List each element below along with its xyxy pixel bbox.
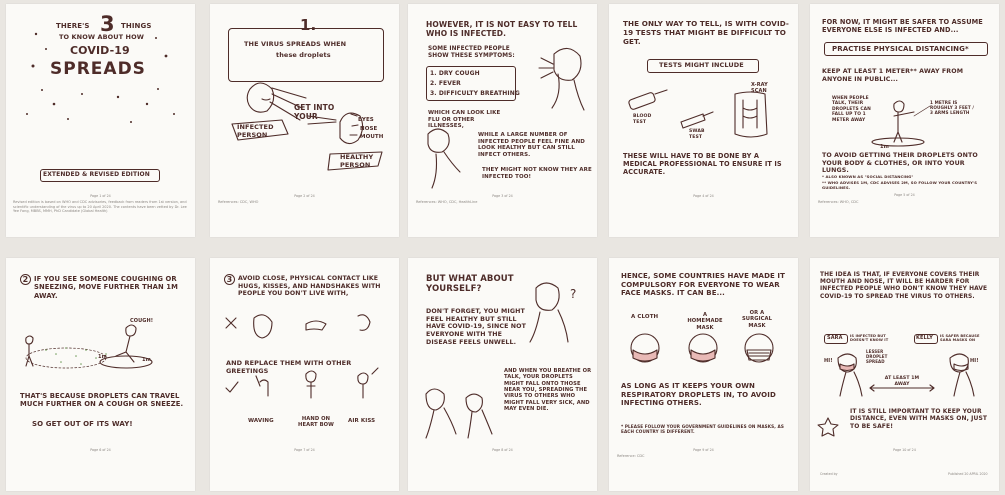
- text-line3: * PLEASE FOLLOW YOUR GOVERNMENT GUIDELINES ON MASKS, AS EACH COUNTRY IS DIFFERENT.: [621, 424, 784, 435]
- label-waving: WAVING: [248, 418, 274, 424]
- tests-box-label: TESTS MIGHT INCLUDE: [659, 61, 744, 69]
- hi-left: HI!: [824, 358, 833, 364]
- label-xray-scan: X-RAY SCAN: [751, 82, 768, 95]
- point-1: KEEP AT LEAST 1 METER** AWAY FROM ANYONE IN PUBLIC...: [822, 68, 964, 83]
- comic-page-9: [609, 258, 798, 491]
- distancing-box-label: PRACTISE PHYSICAL DISTANCING*: [832, 45, 969, 53]
- comic-page-6: [6, 258, 195, 491]
- label-hand-on-heart: HAND ON HEART BOW: [298, 416, 334, 429]
- symptom-2: 2. FEVER: [430, 80, 461, 87]
- label-air-kiss: AIR KISS: [348, 418, 376, 424]
- text-line2: AND REPLACE THEM WITH OTHER GREETINGS: [226, 359, 352, 375]
- label-infected-person: INFECTED PERSON: [237, 123, 274, 139]
- text-line3: SO GET OUT OF ITS WAY!: [32, 420, 133, 428]
- text-line1: IF YOU SEE SOMEONE COUGHING OR SNEEZING, MOVE FURTHER THAN 1M AWAY.: [34, 275, 178, 300]
- text-line1: FOR NOW, IT MIGHT BE SAFER TO ASSUME EVERYONE ELSE IS INFECTED AND...: [822, 18, 983, 35]
- text-line1: BUT WHAT ABOUT YOURSELF?: [426, 274, 514, 295]
- footnote: References: WHO, CDC: [818, 200, 859, 204]
- svg-text:?: ?: [570, 287, 577, 301]
- page-number: Page 4 of 24: [693, 194, 714, 198]
- credits-right: Published 20 APRIL 2020: [948, 472, 988, 476]
- label-nose: NOSE: [360, 126, 378, 132]
- label-1m: 1m: [880, 144, 889, 150]
- page-number: Page 8 of 24: [492, 448, 513, 452]
- distance-label: AT LEAST 1M AWAY: [884, 376, 920, 387]
- text-line2: SOME INFECTED PEOPLE SHOW THESE SYMPTOMS:: [428, 46, 515, 60]
- text-line2: THAT'S BECAUSE DROPLETS CAN TRAVEL MUCH FURTHER ON A COUGH OR SNEEZE.: [20, 392, 184, 409]
- text-line3: WHICH CAN LOOK LIKE FLU OR OTHER ILLNESSES,: [428, 110, 501, 130]
- text-line4: WHILE A LARGE NUMBER OF INFECTED PEOPLE FEEL FINE AND LOOK HEALTHY BUT CAN STILL INFECT OTHERS.: [478, 132, 585, 159]
- section-number: 1.: [300, 16, 317, 34]
- label-eyes: EYES: [358, 117, 374, 123]
- mask-label-cloth: A CLOTH: [631, 314, 659, 320]
- section-number: 2: [20, 274, 31, 285]
- masked-greeting-illustration: [810, 258, 999, 491]
- title-spreads: SPREADS: [50, 59, 146, 79]
- sara-name: SARA: [827, 335, 843, 341]
- page-number: Page 1 of 24: [90, 194, 111, 198]
- spread-line1: THE VIRUS SPREADS WHEN: [244, 40, 347, 48]
- text-line2: DON'T FORGET, YOU MIGHT FEEL HEALTHY BUT STILL HAVE COVID-19, SINCE NOT EVERYONE WITH THE DISEASE FEELS UNWELL.: [426, 308, 526, 346]
- mask-label-surgical: OR A SURGICAL MASK: [741, 310, 773, 329]
- note-left: WHEN PEOPLE TALK, THEIR DROPLETS CAN FALL UP TO 1 METER AWAY: [832, 96, 871, 123]
- text-line3: AND WHEN YOU BREATHE OR TALK, YOUR DROPLETS MIGHT FALL ONTO THOSE NEAR YOU, SPREADING THE VIRUS TO OTHERS WHO MIGHT FALL VERY SICK, AND MAY EVEN DIE.: [504, 368, 592, 413]
- page-number: Page 2 of 24: [294, 194, 315, 198]
- comic-page-1: [6, 4, 195, 237]
- text-line2: TO AVOID GETTING THEIR DROPLETS ONTO YOUR BODY & CLOTHES, OR INTO YOUR LUNGS.: [822, 152, 978, 175]
- section-number: 3: [224, 274, 235, 285]
- text-line1: AVOID CLOSE, PHYSICAL CONTACT LIKE HUGS, KISSES, AND HANDSHAKES WITH PEOPLE YOU DON'T LIVE WITH,: [238, 275, 381, 298]
- spread-line2: these droplets: [276, 51, 331, 59]
- comic-page-4: [609, 4, 798, 237]
- edition-banner-text: EXTENDED & REVISED EDITION: [43, 171, 150, 178]
- foot-note-2: ** WHO ADVISES 1M, CDC ADVISES 2M, SO FOLLOW YOUR COUNTRY'S GUIDELINES.: [822, 180, 978, 190]
- comic-page-5: [810, 4, 999, 237]
- text-line1: HOWEVER, IT IS NOT EASY TO TELL WHO IS INFECTED.: [426, 20, 578, 39]
- note-right: 1 METRE IS ROUGHLY 3 FEET / 3 ARMS LENGTH: [930, 100, 975, 116]
- comic-page-3: [408, 4, 597, 237]
- label-1m-a: 1m: [98, 354, 107, 360]
- comic-page-8: [408, 258, 597, 491]
- title-suffix: THINGS: [121, 22, 152, 30]
- label-1m-b: 1m: [142, 357, 151, 363]
- page-number: Page 6 of 24: [90, 448, 111, 452]
- footnote: References: WHO, CDC, HealthLine: [416, 200, 478, 204]
- title-number: 3: [100, 12, 115, 36]
- spread-line3: GET INTO YOUR: [294, 103, 335, 122]
- label-swab-test: SWAB TEST: [689, 129, 705, 140]
- comic-page-10: [810, 258, 999, 491]
- footnote: Reference: CDC: [617, 454, 645, 458]
- footnote: References: CDC, WHO: [218, 200, 259, 204]
- symptom-3: 3. DIFFICULTY BREATHING: [430, 90, 520, 97]
- page-number: Page 9 of 24: [693, 448, 714, 452]
- label-mouth: MOUTH: [360, 134, 384, 140]
- comic-page-7: [210, 258, 399, 491]
- mask-label-homemade: A HOMEMADE MASK: [687, 312, 723, 331]
- kelly-note: IS SAFER BECAUSE SARA MASKS ON: [940, 334, 980, 343]
- title-covid: COVID-19: [70, 44, 130, 57]
- title-line2: TO KNOW ABOUT HOW: [59, 33, 144, 41]
- hi-right: HI!: [970, 358, 979, 364]
- text-line1: THE IDEA IS THAT, IF EVERYONE COVERS THEIR MOUTH AND NOSE, IT WILL BE HARDER FOR INFECTED PEOPLE WHO DON'T KNOW THEY HAVE COVID-19 TO SPREAD THE VIRUS TO OTHERS.: [820, 272, 988, 300]
- text-line1: THE ONLY WAY TO TELL, IS WITH COVID-19 TESTS THAT MIGHT BE DIFFICULT TO GET.: [623, 19, 790, 46]
- text-line2: IT IS STILL IMPORTANT TO KEEP YOUR DISTANCE, EVEN WITH MASKS ON, JUST TO BE SAFE!: [850, 408, 988, 430]
- credits-left: Created by: [820, 472, 838, 476]
- symptom-1: 1. DRY COUGH: [430, 70, 480, 77]
- page-number: Page 10 of 24: [893, 448, 916, 452]
- coughing-illustration: [6, 258, 195, 491]
- lesser-spread-label: LESSER DROPLET SPREAD: [866, 349, 888, 364]
- text-line2: THESE WILL HAVE TO BE DONE BY A MEDICAL PROFESSIONAL TO ENSURE IT IS ACCURATE.: [623, 152, 782, 177]
- page-number: Page 3 of 24: [492, 194, 513, 198]
- kelly-name: KELLY: [916, 335, 934, 341]
- comic-page-2: [210, 4, 399, 237]
- foot-note-1: * ALSO KNOWN AS "SOCIAL DISTANCING": [822, 174, 914, 179]
- footnote: Revised edition is based on WHO and CDC advisories, feedback from readers from 1st version, and scientific understanding of the virus up to 20 April 2020. The contents have been vetted by Dr. Lee Yee Fong, MBBS, MMH, PhD Candidate (Global Health): [13, 200, 187, 214]
- page-number: Page 7 of 24: [294, 448, 315, 452]
- sara-note: IS INFECTED BUT DOESN'T KNOW IT: [850, 334, 889, 343]
- title-prefix: THERE'S: [56, 22, 90, 30]
- page-number: Page 5 of 24: [894, 193, 915, 197]
- text-line2: AS LONG AS IT KEEPS YOUR OWN RESPIRATORY DROPLETS IN, TO AVOID INFECTING OTHERS.: [621, 382, 776, 408]
- label-blood-test: BLOOD TEST: [633, 114, 652, 125]
- label-healthy-person: HEALTHY PERSON: [340, 153, 374, 169]
- text-line5: THEY MIGHT NOT KNOW THEY ARE INFECTED TOO!: [482, 167, 592, 180]
- cough-label: COUGH!: [130, 318, 154, 324]
- text-line1: HENCE, SOME COUNTRIES HAVE MADE IT COMPULSORY FOR EVERYONE TO WEAR FACE MASKS. IT CAN BE...: [621, 272, 785, 298]
